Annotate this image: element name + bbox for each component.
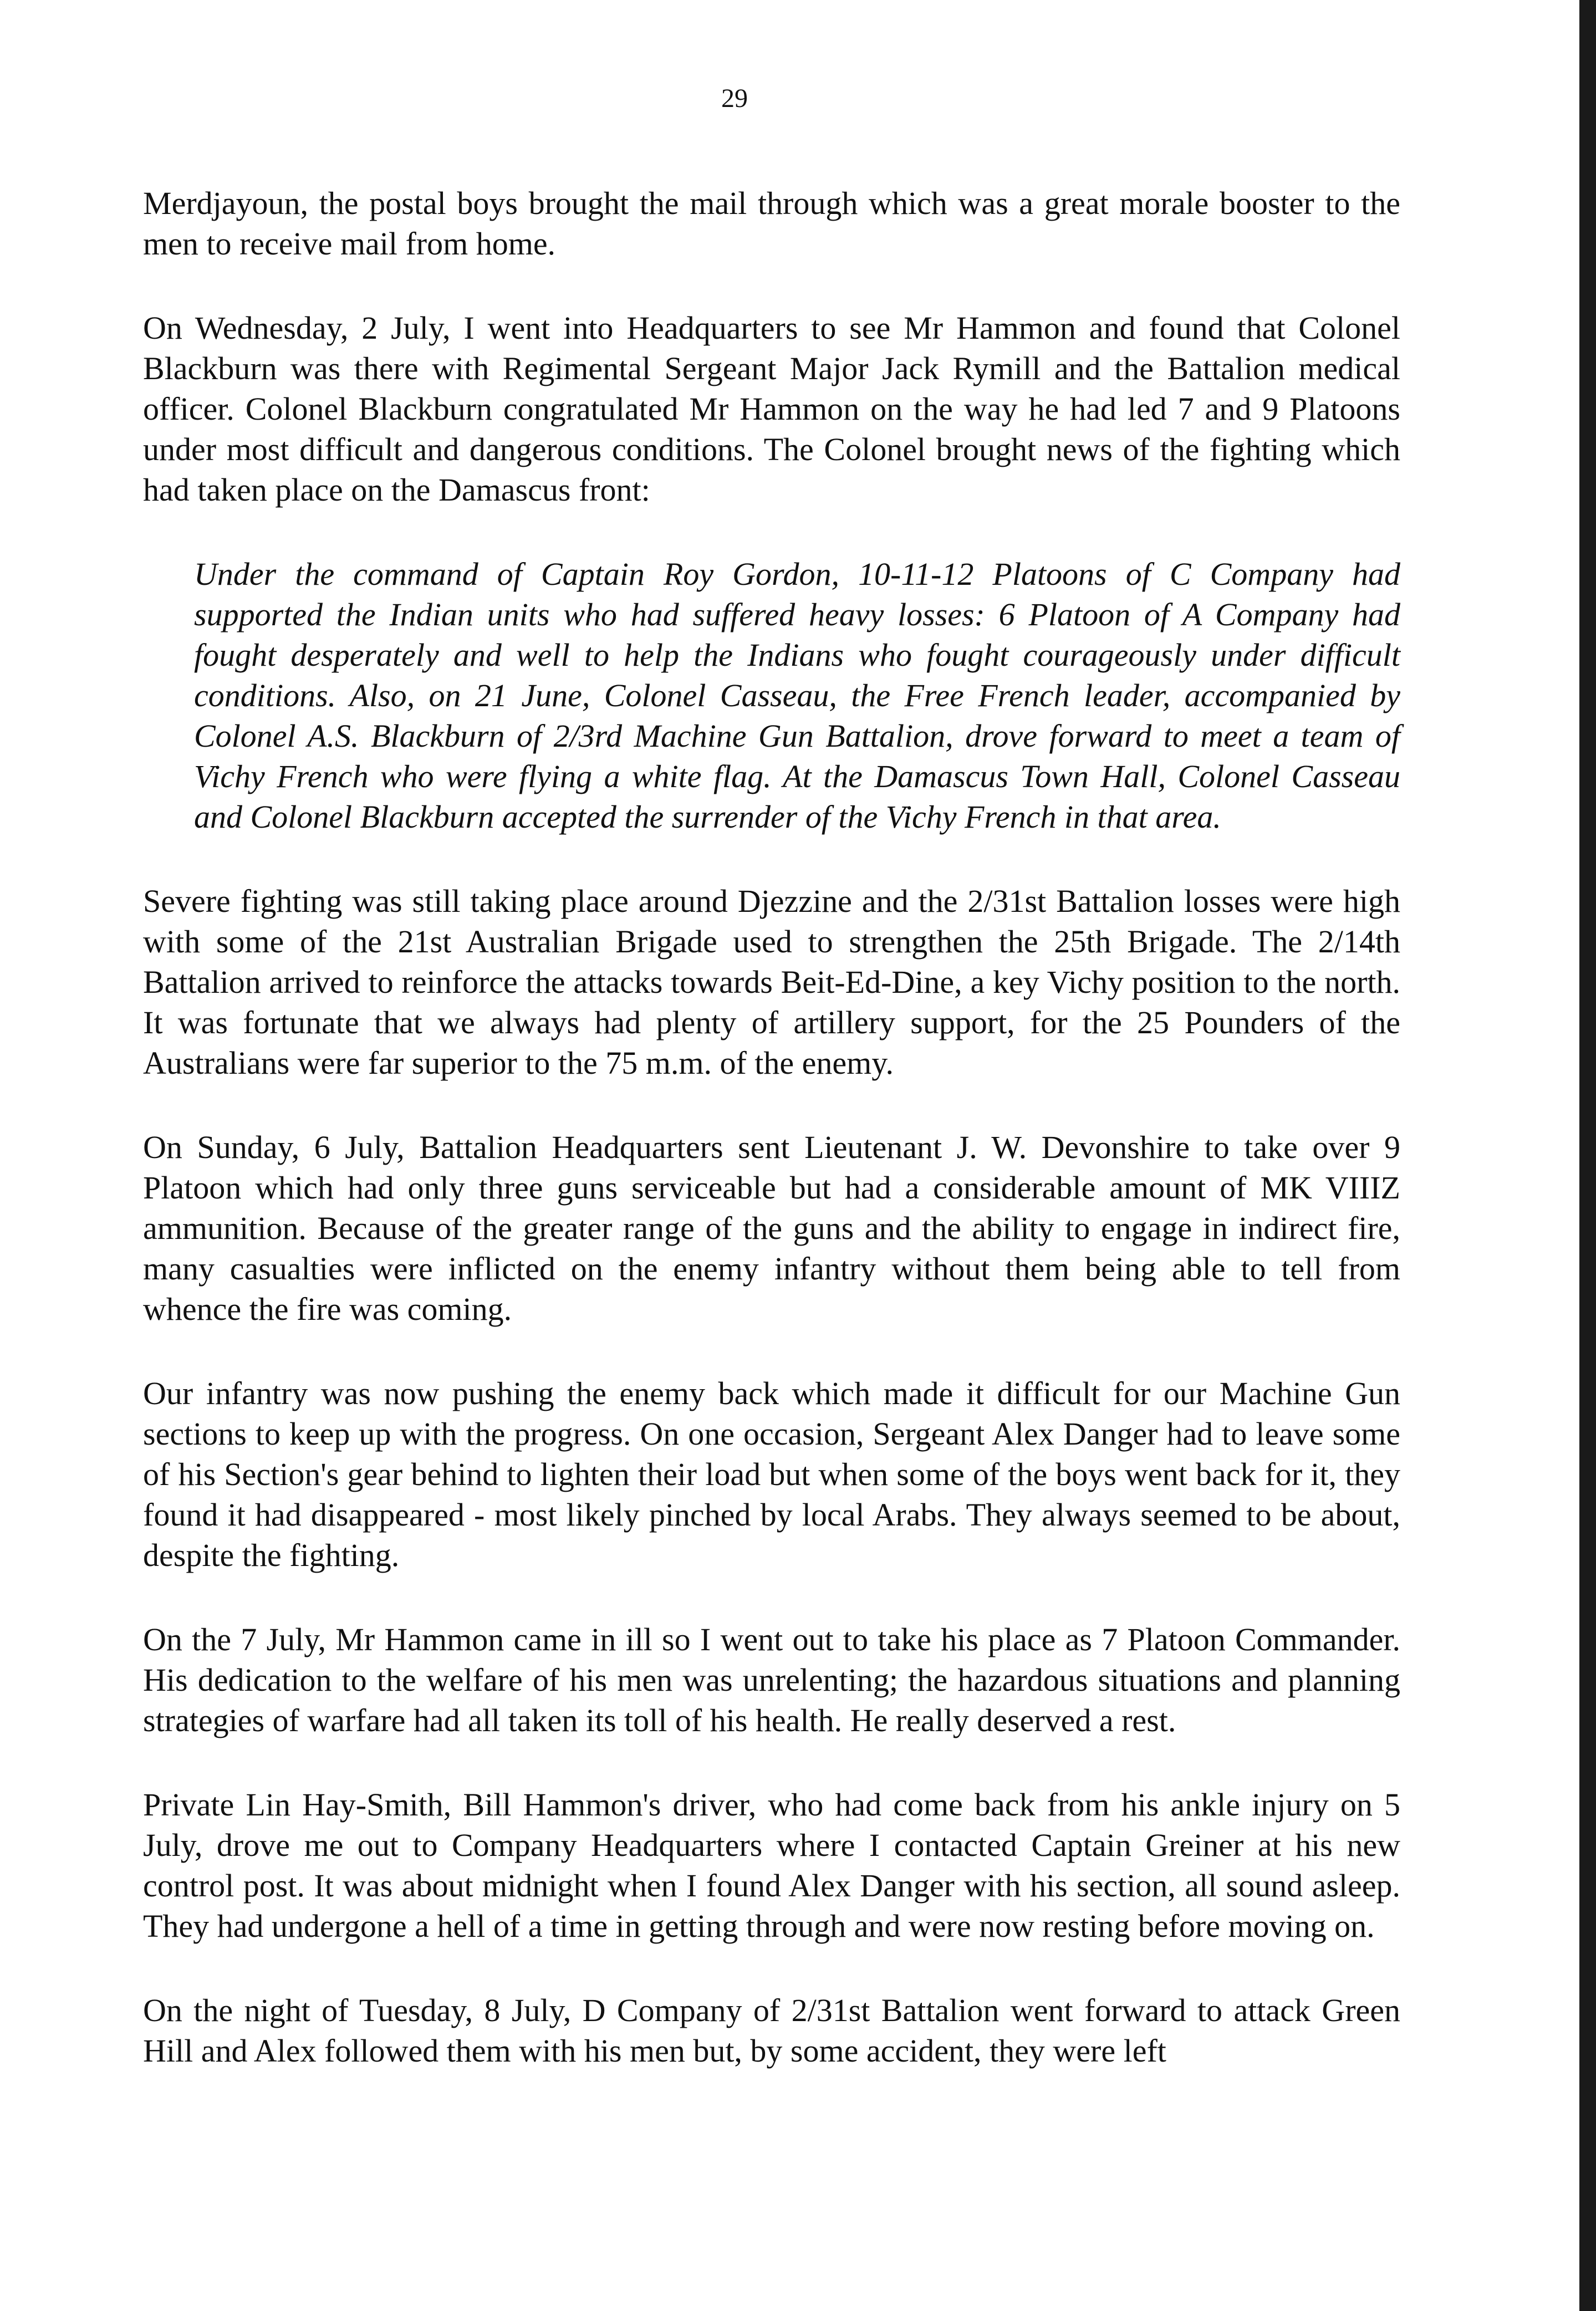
block-quote: Under the command of Captain Roy Gordon, 10-11-12 Platoons of C Company had supported the Indian units who had suffered heavy losses: 6 Platoon of A Company had fought desperately and well to help the Indians who fought courageously under difficult conditions. Also, on 21 June, Colonel Casseau, the Free French leader, accompanied by Colonel A.S. Blackburn of 2/3rd Machine Gun Battalion, drove forward to meet a team of Vichy French who were flying a white flag. At the Damascus Town Hall, Colonel Casseau and Colonel Blackburn accepted the surrender of the Vichy French in that area. [194,556,1400,835]
paragraph-4: Severe fighting was still taking place around Djezzine and the 2/31st Battalion losses were high with some of the 21st Australian Brigade used to strengthen the 25th Brigade. The 2/14th Battalion arrived to reinforce the attacks towards Beit-Ed-Dine, a key Vichy position to the north. It was fortunate that we always had plenty of artillery support, for the 25 Pounders of the Australians were far superior to the 75 m.m. of the enemy. [143,883,1400,1081]
paragraph-7: On the 7 July, Mr Hammon came in ill so I went out to take his place as 7 Platoon Commander. His dedication to the welfare of his men was unrelenting; the hazardous situations and planning strategies of warfare had all taken its toll of his health. He really deserved a rest. [143,1621,1400,1738]
paragraph-9: On the night of Tuesday, 8 July, D Company of 2/31st Battalion went forward to attack Green Hill and Alex followed them with his men but, by some accident, they were left [143,1992,1400,2069]
document-body [143,183,1400,2115]
paragraph-2: On Wednesday, 2 July, I went into Headquarters to see Mr Hammon and found that Colonel Blackburn was there with Regimental Sergeant Major Jack Rymill and the Battalion medical officer. Colonel Blackburn congratulated Mr Hammon on the way he had led 7 and 9 Platoons under most difficult and dangerous conditions. The Colonel brought news of the fighting which had taken place on the Damascus front: [143,310,1400,508]
paragraph-5: On Sunday, 6 July, Battalion Headquarters sent Lieutenant J. W. Devonshire to take over 9 Platoon which had only three guns serviceable but had a considerable amount of MK VIIIZ ammunition. Because of the greater range of the guns and the ability to engage in indirect fire, many casualties were inflicted on the enemy infantry without them being able to tell from whence the fire was coming. [143,1129,1400,1327]
paragraph-8: Private Lin Hay-Smith, Bill Hammon's driver, who had come back from his ankle injury on 5 July, drove me out to Company Headquarters where I contacted Captain Greiner at his new control post. It was about midnight when I found Alex Danger with his section, all sound asleep. They had undergone a hell of a time in getting through and were now resting before moving on. [143,1787,1400,1944]
paragraph-1: Merdjayoun, the postal boys brought the mail through which was a great morale booster to the men to receive mail from home. [143,185,1400,262]
paragraph-6: Our infantry was now pushing the enemy back which made it difficult for our Machine Gun sections to keep up with the progress. On one occasion, Sergeant Alex Danger had to leave some of his Section's gear behind to lighten their load but when some of the boys went back for it, they found it had disappeared - most likely pinched by local Arabs. They always seemed to be about, despite the fighting. [143,1375,1400,1573]
page-edge-shadow [1579,0,1596,2311]
page-number: 29 [721,84,748,113]
